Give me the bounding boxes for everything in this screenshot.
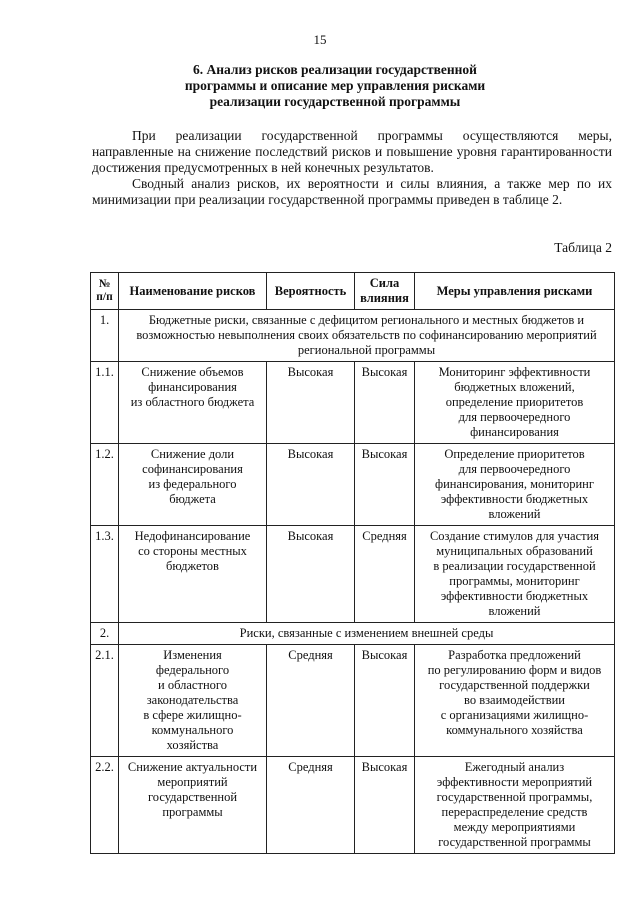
cell-measures-line: в реализации государственной [433,559,596,573]
cell-risk-name-line: Снижение актуальности [127,760,258,774]
cell-risk-name-line: из федерального [148,477,237,491]
cell-measures-line: финансирования, мониторинг [435,477,594,491]
cell-measures-line: государственной программы, [436,790,593,804]
cell-strength: Высокая [355,444,415,526]
cell-probability: Средняя [267,757,355,854]
page-number: 15 [313,32,327,47]
cell-measures [415,526,615,623]
cell-measures-line: для первоочередного [458,462,571,476]
cell-num: 2.1. [91,645,119,757]
cell-measures [415,757,615,854]
risk-table [90,272,615,854]
cell-measures-line: коммунального хозяйства [446,723,583,737]
cell-strength: Высокая [355,757,415,854]
cell-num: 1. [91,310,119,362]
header-strength [355,273,415,310]
cell-risk-name [119,757,267,854]
cell-risk-name-line: законодательства [146,693,239,707]
cell-risk-name-line: Изменения [163,648,222,662]
table-row [91,645,615,757]
heading-line: 6. Анализ рисков реализации государственной [193,62,477,77]
table-body [91,310,615,854]
cell-measures-line: государственной программы [438,835,591,849]
cell-measures-line: с организациями жилищно- [440,708,589,722]
cell-num: 2.2. [91,757,119,854]
cell-risk-name-line: в сфере жилищно- [143,708,242,722]
cell-num: 2. [91,623,119,645]
cell-risk-name-line: федерального [155,663,230,677]
cell-risk-name-line: хозяйства [166,738,219,752]
table-section-row [91,310,615,362]
cell-measures-line: государственной поддержки [439,678,590,692]
header-strength-line: Сила [369,276,400,290]
table-section-row [91,623,615,645]
cell-measures-line: Разработка предложений [448,648,581,662]
cell-section-title: Риски, связанные с изменением внешней среды [119,623,615,645]
cell-strength: Высокая [355,645,415,757]
header-risk-name: Наименование рисков [119,273,267,310]
cell-measures-line: эффективности бюджетных [440,492,589,506]
cell-probability: Средняя [267,645,355,757]
cell-strength: Высокая [355,362,415,444]
paragraph-summary: Сводный анализ рисков, их вероятности и силы влияния, а также мер по их минимизации при реализации государственной программы приведен в таблице 2. [92,176,612,207]
header-measures: Меры управления рисками [415,273,615,310]
cell-measures-line: вложений [488,507,541,521]
cell-measures-line: по регулированию форм и видов [427,663,602,677]
heading-line: реализации государственной программы [209,94,461,109]
cell-measures-line: между мероприятиями [453,820,576,834]
cell-risk-name-line: бюджетов [166,559,219,573]
cell-measures [415,444,615,526]
header-num [91,273,119,310]
table-row [91,444,615,526]
cell-section-title: Бюджетные риски, связанные с дефицитом регионального и местных бюджетов и возможностью невыполнения своих обязательств по софинансированию мероприятий региональной программы [119,310,615,362]
cell-measures-line: Определение приоритетов [444,447,585,461]
cell-risk-name-line: из областного бюджета [130,395,255,409]
cell-risk-name-line: софинансирования [142,462,243,476]
cell-risk-name [119,362,267,444]
cell-measures-line: определение приоритетов [445,395,584,409]
header-strength-line: влияния [360,291,409,305]
cell-risk-name-line: Недофинансирование [134,529,251,543]
cell-risk-name-line: бюджета [169,492,216,506]
paragraph-measures: При реализации государственной программы осуществляются меры, направленные на снижение последствий рисков и повышение уровня гарантированности достижения предусмотренных в ней конечных результатов. [92,128,612,175]
section-heading [150,62,520,110]
cell-risk-name-line: мероприятий [157,775,228,789]
cell-probability: Высокая [267,444,355,526]
table-label: Таблица 2 [554,240,612,255]
cell-probability: Высокая [267,526,355,623]
heading-line: программы и описание мер управления рисками [184,78,486,93]
cell-measures-line: бюджетных вложений, [454,380,575,394]
cell-risk-name-line: государственной [147,790,238,804]
cell-risk-name [119,526,267,623]
cell-measures-line: программы, мониторинг [449,574,580,588]
cell-measures-line: во взаимодействии [464,693,565,707]
cell-measures-line: Создание стимулов для участия [429,529,600,543]
cell-measures-line: эффективности бюджетных [440,589,589,603]
table-header-row [91,273,615,310]
cell-risk-name-line: и областного [158,678,227,692]
cell-num: 1.2. [91,444,119,526]
cell-measures-line: эффективности мероприятий [436,775,593,789]
cell-measures-line: Мониторинг эффективности [438,365,591,379]
cell-risk-name-line: программы [162,805,223,819]
cell-measures [415,645,615,757]
header-num-line: № [98,278,111,290]
cell-measures-line: муниципальных образований [436,544,593,558]
table-row [91,757,615,854]
cell-num: 1.1. [91,362,119,444]
cell-risk-name [119,444,267,526]
cell-measures-line: перераспределение средств [441,805,588,819]
cell-measures-line: финансирования [470,425,559,439]
cell-risk-name-line: Снижение объемов [141,365,244,379]
cell-strength: Средняя [355,526,415,623]
header-probability: Вероятность [267,273,355,310]
cell-num: 1.3. [91,526,119,623]
cell-risk-name-line: Снижение доли [150,447,235,461]
cell-risk-name-line: коммунального [151,723,234,737]
table-row [91,362,615,444]
cell-measures [415,362,615,444]
cell-risk-name [119,645,267,757]
cell-measures-line: Ежегодный анализ [464,760,565,774]
cell-risk-name-line: со стороны местных [138,544,247,558]
cell-measures-line: для первоочередного [458,410,571,424]
table-row [91,526,615,623]
cell-measures-line: вложений [488,604,541,618]
cell-risk-name-line: финансирования [148,380,237,394]
header-num-line: п/п [96,291,113,303]
cell-probability: Высокая [267,362,355,444]
